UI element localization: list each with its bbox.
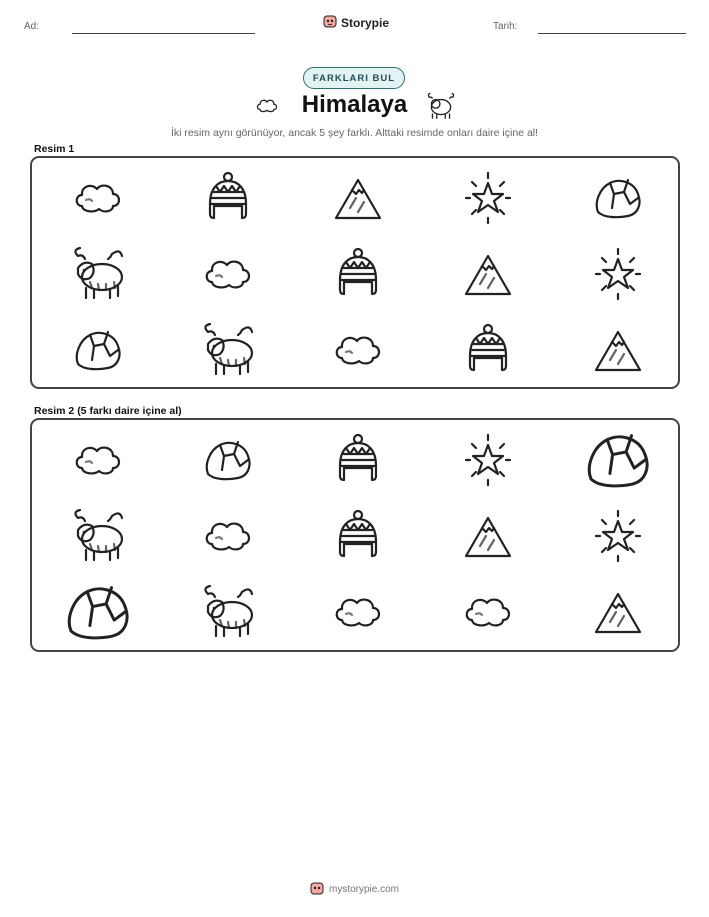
date-label: Tarih: [493,21,518,32]
name-line[interactable] [72,33,255,34]
hat-icon [328,430,388,490]
mountain-icon [458,506,518,566]
rock-icon [588,430,648,490]
yak-icon [198,582,258,642]
rock-icon [68,320,128,380]
picture-1-label: Resim 1 [34,143,75,155]
hat-icon [328,506,388,566]
picture-2-panel[interactable] [30,418,680,652]
footer-mascot-icon [310,881,324,898]
cloud-icon [198,506,258,566]
mountain-icon [588,320,648,380]
date-line[interactable] [538,33,686,34]
hat-icon [458,320,518,380]
rock-icon [68,582,128,642]
category-badge: FARKLARI BUL [303,67,405,89]
star-icon [458,168,518,228]
yak-icon [68,244,128,304]
yak-icon [68,506,128,566]
picture-1-panel [30,156,680,389]
rock-icon [588,168,648,228]
mountain-icon [588,582,648,642]
mascot-icon [323,14,337,31]
cloud-icon [458,582,518,642]
hat-icon [328,244,388,304]
picture-2-label: Resim 2 (5 farkı daire içine al) [34,405,182,417]
cloud-icon [68,168,128,228]
cloud-icon [328,320,388,380]
title-yak-icon [424,90,458,122]
cloud-icon [68,430,128,490]
rock-icon [198,430,258,490]
brand-logo [323,14,389,31]
cloud-icon [328,582,388,642]
mountain-icon [328,168,388,228]
star-icon [458,430,518,490]
star-icon [588,506,648,566]
footer-url[interactable]: mystorypie.com [328,884,399,895]
cloud-icon [198,244,258,304]
footer [0,881,709,898]
name-label: Ad: [24,21,40,32]
star-icon [588,244,648,304]
mountain-icon [458,244,518,304]
page-title: Himalaya [301,91,408,118]
yak-icon [198,320,258,380]
instructions: İki resim aynı görünüyor, ancak 5 şey farklı. Alttaki resimde onları daire içine al! [170,127,539,139]
hat-icon [198,168,258,228]
brand-name: Storypie [341,15,390,30]
